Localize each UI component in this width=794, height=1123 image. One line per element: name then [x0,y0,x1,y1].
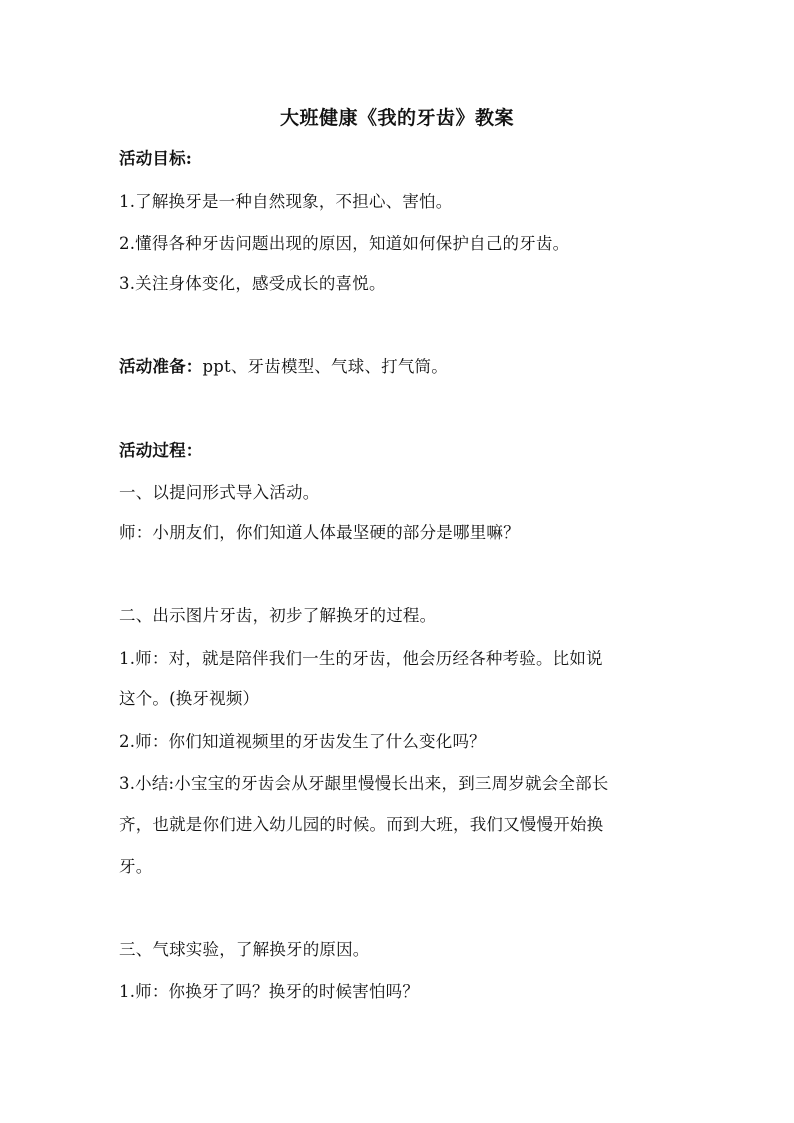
objective-item: 2.懂得各种牙齿问题出现的原因，知道如何保护自己的牙齿。 [119,234,570,253]
document-title: 大班健康《我的牙齿》教案 [279,107,514,129]
paragraph-line: 2.师：你们知道视频里的牙齿发生了什么变化吗？ [119,732,486,751]
paragraph-line: 牙。 [119,857,153,876]
preparation-text: ppt、牙齿模型、气球、打气筒。 [202,357,448,376]
section-heading: 三、气球实验，了解换牙的原因。 [119,940,370,959]
paragraph-line: 这个。(换牙视频） [119,689,260,708]
objective-item: 3.关注身体变化，感受成长的喜悦。 [119,274,386,293]
paragraph-line: 1.师：你换牙了吗？换牙的时候害怕吗？ [119,982,420,1001]
paragraph-line: 师：小朋友们，你们知道人体最坚硬的部分是哪里嘛？ [119,523,520,542]
paragraph-line: 齐，也就是你们进入幼儿园的时候。而到大班，我们又慢慢开始换 [119,815,604,834]
section-heading: 一、以提问形式导入活动。 [119,483,320,502]
preparation-label: 活动准备： [119,357,203,376]
section-heading: 二、出示图片牙齿，初步了解换牙的过程。 [119,606,437,625]
process-heading: 活动过程： [119,441,203,460]
paragraph-line: 3.小结:小宝宝的牙齿会从牙龈里慢慢长出来，到三周岁就会全部长 [119,774,609,793]
preparation-line [119,356,689,378]
paragraph-line: 1.师：对，就是陪伴我们一生的牙齿，他会历经各种考验。比如说 [119,649,603,668]
objectives-heading: 活动目标: [119,149,193,168]
objective-item: 1.了解换牙是一种自然现象，不担心、害怕。 [119,192,453,211]
